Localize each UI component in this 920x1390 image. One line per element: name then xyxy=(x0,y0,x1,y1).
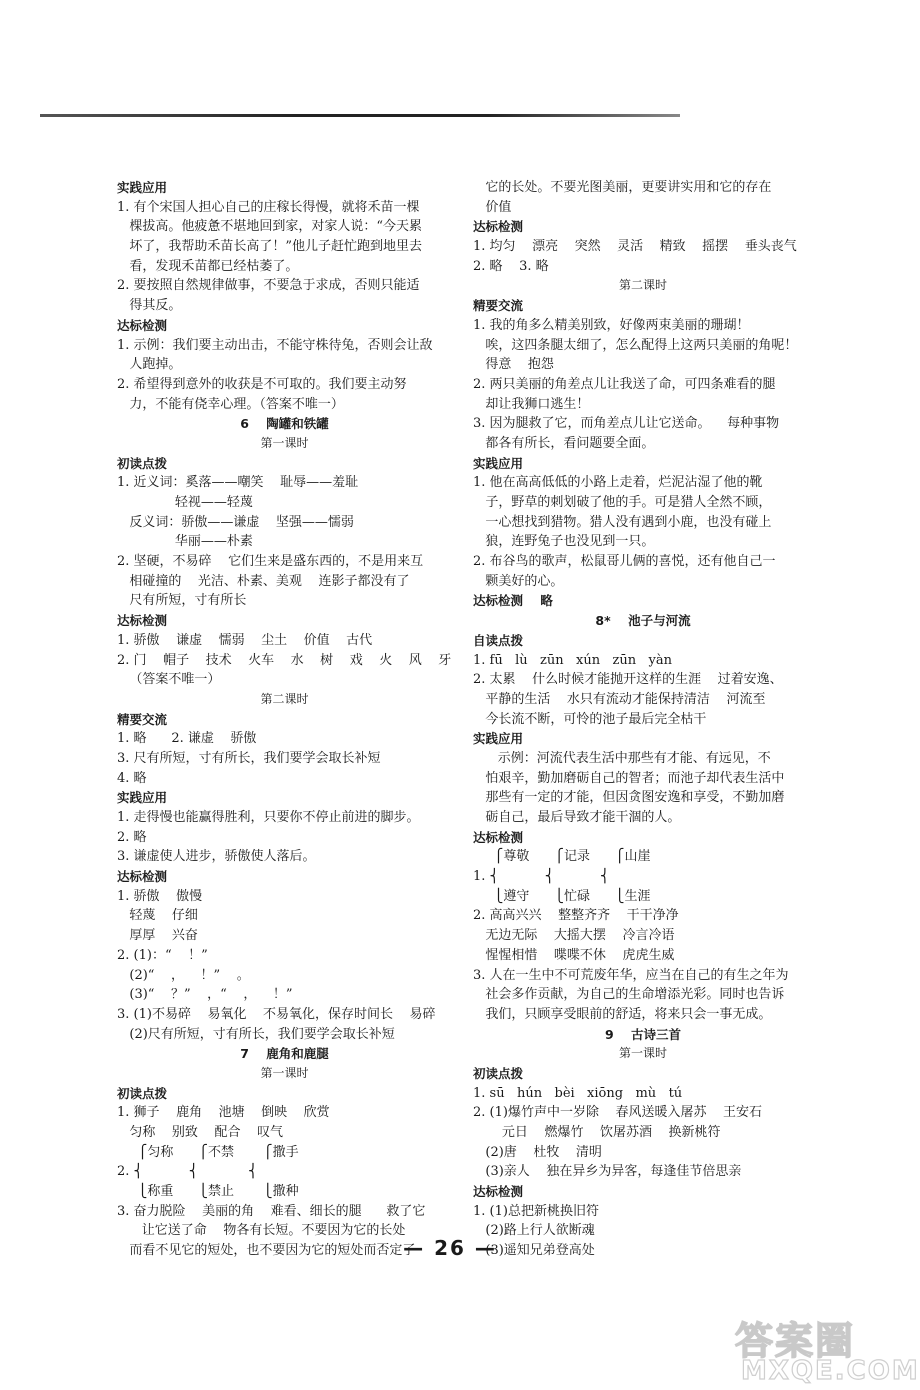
answer-line: 都各有所长，看问题要全面。 xyxy=(473,435,655,451)
answer-line: 元日 燃爆竹 饮屠苏酒 换新桃符 xyxy=(473,1125,721,1140)
section-heading: 达标检测 xyxy=(473,1184,524,1200)
answer-line: 2. 门 帽子 技术 火车 水 树 戏 火 风 牙 xyxy=(117,652,452,668)
answer-line: 1. 有个宋国人担心自己的庄稼长得慢，就将禾苗一棵 xyxy=(117,199,420,215)
answer-line: 1. sū hún bèi xiōng mù tú xyxy=(473,1085,683,1101)
section-heading: 实践应用 xyxy=(117,790,168,806)
answer-line: 3. 因为腿救了它，而角差点儿让它送命。 每种事物 xyxy=(473,416,780,432)
answer-line: 1. ⎨ ⎨ ⎨ xyxy=(473,869,610,885)
answer-line: ⎩称重 ⎩禁止 ⎩撒种 xyxy=(117,1184,299,1200)
section-heading: 实践应用 xyxy=(473,731,524,747)
answer-line: 人跑掉。 xyxy=(117,357,182,373)
answer-line: 社会多作贡献，为自己的生命增添光彩。同时也告诉 xyxy=(473,987,785,1003)
answer-line: 1. 他在高高低低的小路上走着，烂泥沾湿了他的靴 xyxy=(473,475,763,491)
answer-line: 唉，这四条腿太细了，怎么配得上这两只美丽的角呢！ xyxy=(473,337,798,353)
section-heading: 实践应用 xyxy=(117,180,168,195)
watermark-url: MXQE.COM xyxy=(741,1356,920,1386)
answer-line: 1. 略 2. 谦虚 骄傲 xyxy=(117,731,257,747)
answer-line: 1. 狮子 鹿角 池塘 倒映 欣赏 xyxy=(117,1105,330,1121)
answer-line: 1. 我的角多么精美别致，好像两束美丽的珊瑚！ xyxy=(473,317,750,333)
answer-line: 2. 布谷鸟的歌声，松鼠哥儿俩的喜悦，还有他自己一 xyxy=(473,554,776,570)
answer-line: 2. 希望得到意外的收获是不可取的。我们要主动努 xyxy=(117,376,407,392)
answer-line: 2. 太累 什么时候才能抛开这样的生涯 过着安逸、 xyxy=(473,672,783,688)
answer-line: ⎧尊敬 ⎧记录 ⎧山崖 xyxy=(473,849,651,865)
watermark-logo xyxy=(735,1310,920,1386)
answer-line: ⎩遵守 ⎩忙碌 ⎩生涯 xyxy=(473,888,651,904)
answer-line: 坏了，我帮助禾苗长高了！”他儿子赶忙跑到地里去 xyxy=(117,239,423,255)
answer-line: 2. (1)爆竹声中一岁除 春风送暖入屠苏 王安石 xyxy=(473,1105,763,1121)
answer-line: 3. (1)不易碎 易氧化 不易氧化，保存时间长 易碎 xyxy=(117,1006,436,1022)
answer-line: 一心想找到猎物。猎人没有遇到小鹿，也没有碰上 xyxy=(473,514,772,530)
answer-line: 2. (1)：“ ！” xyxy=(117,947,208,963)
answer-line: 示例：河流代表生活中那些有才能、有远见，不 xyxy=(473,750,771,766)
answer-line: 2. 要按照自然规律做事，不要急于求成，否则只能适 xyxy=(117,278,420,294)
watermark-text: 答案圈 xyxy=(735,1319,856,1363)
answer-line: (2)唐 杜牧 清明 xyxy=(473,1144,602,1160)
answer-line: 反义词：骄傲——谦虚 坚强——懦弱 xyxy=(117,514,354,530)
right-answer-column xyxy=(473,178,813,1261)
answer-line: 让它送了命 物各有长短。不要因为它的长处 xyxy=(117,1223,406,1239)
header-rule xyxy=(40,114,680,117)
answer-line: 看，发现禾苗都已经枯萎了。 xyxy=(117,258,299,274)
answer-line: 惺惺相惜 喋喋不休 虎虎生威 xyxy=(473,947,675,963)
section-heading: 初读点拨 xyxy=(473,1065,524,1081)
section-heading: 达标检测 xyxy=(473,829,524,845)
lesson-subtitle: 第二课时 xyxy=(260,691,309,706)
answer-line: （答案不唯一） xyxy=(117,672,221,688)
answer-line: 价值 xyxy=(473,199,512,215)
answer-line: 得意 抱怨 xyxy=(473,357,554,373)
answer-line: (3)“ ？” ，“ ， ！” xyxy=(117,987,293,1003)
section-heading: 自读点拨 xyxy=(473,632,524,648)
answer-line: (3)亲人 独在异乡为异客，每逢佳节倍思亲 xyxy=(473,1164,742,1180)
answer-line: 匀称 别致 配合 叹气 xyxy=(117,1125,283,1140)
answer-line: 平静的生活 水只有流动才能保持清洁 河流至 xyxy=(473,691,766,707)
answer-line: 2. 高高兴兴 整整齐齐 干干净净 xyxy=(473,908,679,924)
answer-line: 相碰撞的 光洁、朴素、美观 连影子都没有了 xyxy=(117,573,410,589)
answer-line: 1. fū lù zūn xún zūn yàn xyxy=(473,652,672,668)
answer-line: 尺有所短，寸有所长 xyxy=(117,593,247,609)
answer-line: 1. 示例：我们要主动出击，不能守株待兔，否则会让敌 xyxy=(117,337,433,353)
section-heading: 精要交流 xyxy=(117,711,168,727)
answer-line: 棵拔高。他疲惫不堪地回到家，对家人说：“今天累 xyxy=(117,219,423,235)
answer-line: 1. 近义词：奚落——嘲笑 耻辱——羞耻 xyxy=(117,475,359,491)
lesson-subtitle: 第一课时 xyxy=(260,435,309,450)
page-number: — 26 — xyxy=(403,1236,497,1260)
answer-line: 狼，连野兔子也没见到一只。 xyxy=(473,534,655,550)
left-answer-column xyxy=(117,178,452,1261)
section-heading: 初读点拨 xyxy=(117,1085,168,1101)
answer-line: 而看不见它的短处，也不要因为它的短处而否定了 xyxy=(117,1243,416,1259)
lesson-subtitle: 第一课时 xyxy=(618,1046,667,1061)
answer-line: 2. ⎨ ⎨ ⎨ xyxy=(117,1164,258,1180)
answer-line: 3. 尺有所短，寸有所长，我们要学会取长补短 xyxy=(117,750,381,766)
section-heading: 实践应用 xyxy=(473,455,524,471)
answer-line: 无边无际 大摇大摆 冷言冷语 xyxy=(473,928,675,944)
answer-line: 1. (1)总把新桃换旧符 xyxy=(473,1203,599,1219)
answer-line: (2)“ ， ！” 。 xyxy=(117,967,250,983)
answer-line: 1. 骄傲 傲慢 xyxy=(117,888,203,904)
answer-line: 3. 谦虚使人进步，骄傲使人落后。 xyxy=(117,849,316,865)
answer-line: 子，野草的刺划破了他的手。可是猎人全然不顾， xyxy=(473,495,772,510)
answer-line: 力，不能有侥幸心理。（答案不唯一） xyxy=(117,396,344,412)
answer-line: 3. 奋力脱险 美丽的角 难看、细长的腿 救了它 xyxy=(117,1203,426,1219)
answer-line: 它的长处。不要光图美丽，更要讲实用和它的存在 xyxy=(473,180,772,195)
answer-line: 那些有一定的才能，但因贪图安逸和享受，不勤加磨 xyxy=(473,790,785,806)
section-heading: 达标检测 xyxy=(117,869,168,885)
answer-line: 轻视——轻蔑 xyxy=(117,495,253,510)
answer-line: 砺自己，最后导致才能干涸的人。 xyxy=(473,810,681,825)
answer-line: 2. 坚硬，不易碎 它们生来是盛东西的，不是用来互 xyxy=(117,554,424,570)
section-heading: 初读点拨 xyxy=(117,455,168,471)
lesson-title: 6 陶罐和铁罐 xyxy=(240,416,329,432)
section-heading: 精要交流 xyxy=(473,298,524,314)
lesson-title: 8* 池子与河流 xyxy=(595,613,691,629)
answer-line: 2. 略 xyxy=(117,829,147,845)
answer-line: 得其反。 xyxy=(117,298,182,314)
answer-line: 怕艰辛，勤加磨砺自己的智者；而池子却代表生活中 xyxy=(473,770,785,786)
answer-line: 3. 人在一生中不可荒废年华，应当在自己的有生之年为 xyxy=(473,967,789,983)
answer-line: 轻蔑 仔细 xyxy=(117,908,198,924)
section-heading: 达标检测 xyxy=(117,317,168,333)
answer-line: ⎧匀称 ⎧不禁 ⎧撒手 xyxy=(117,1144,299,1160)
answer-line: (3)遥知兄弟登高处 xyxy=(473,1243,595,1259)
answer-line: 1. 骄傲 谦虚 懦弱 尘土 价值 古代 xyxy=(117,632,373,648)
section-heading: 达标检测 xyxy=(473,219,524,235)
answer-line: 4. 略 xyxy=(117,770,147,786)
lesson-title: 7 鹿角和鹿腿 xyxy=(240,1046,329,1062)
answer-line: 今长流不断，可怜的池子最后完全枯干 xyxy=(473,711,707,727)
lesson-subtitle: 第一课时 xyxy=(260,1065,309,1080)
section-heading: 达标检测 xyxy=(117,613,168,629)
answer-line: 却让我狮口逃生！ xyxy=(473,396,590,412)
section-heading: 达标检测 略 xyxy=(473,593,553,609)
answer-line: 1. 走得慢也能赢得胜利，只要你不停止前进的脚步。 xyxy=(117,810,420,825)
answer-line: 2. 两只美丽的角差点儿让我送了命，可四条难看的腿 xyxy=(473,376,776,392)
answer-line: 2. 略 3. 略 xyxy=(473,258,549,274)
answer-line: 1. 均匀 漂亮 突然 灵活 精致 摇摆 垂头丧气 xyxy=(473,239,797,255)
answer-line: (2)尺有所短，寸有所长，我们要学会取长补短 xyxy=(117,1026,395,1042)
lesson-title: 9 古诗三首 xyxy=(604,1026,682,1042)
answer-line: 颗美好的心。 xyxy=(473,573,564,589)
answer-line: 华丽——朴素 xyxy=(117,534,253,550)
lesson-subtitle: 第二课时 xyxy=(618,278,667,293)
answer-line: (2)路上行人欲断魂 xyxy=(473,1223,595,1239)
answer-line: 我们，只顾享受眼前的舒适，将来只会一事无成。 xyxy=(473,1006,772,1022)
answer-line: 厚厚 兴奋 xyxy=(117,928,198,944)
